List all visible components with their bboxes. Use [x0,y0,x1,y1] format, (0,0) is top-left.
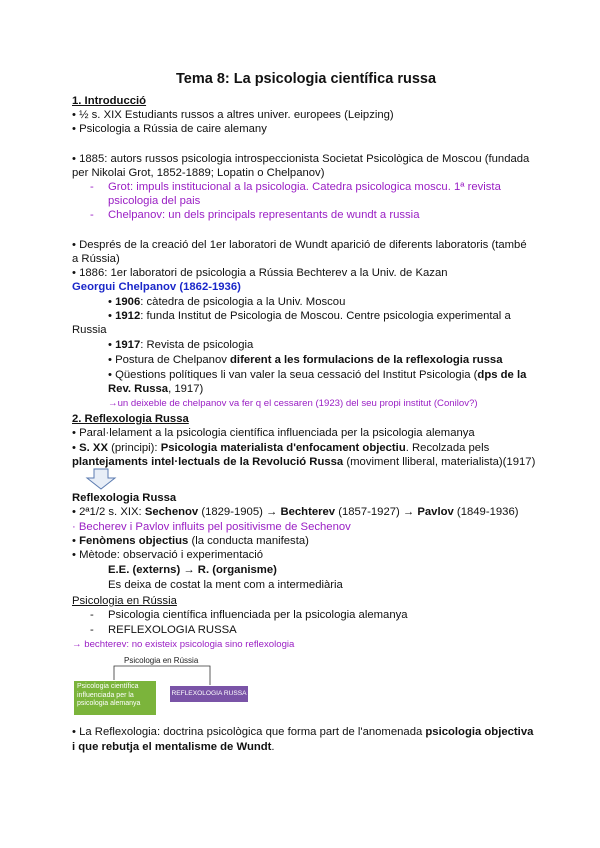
section-heading-introduccio: 1. Introducció [72,95,147,107]
item-text: • Qüestions polítiques li van valer la seua cessació del Institut Psicologia ( [108,369,478,381]
subheading-chelpanov: Georgui Chelpanov (1862-1936) [72,281,241,293]
item-text: . [271,741,275,753]
bullet: • [72,535,80,547]
text-line-er [108,563,277,577]
emphasis: plantejaments intel·lectuals de la Revolució Russa [72,456,344,468]
page-title: Tema 8: La psicologia científica russa [176,71,437,87]
section-heading-reflexologia: 2. Reflexologia Russa [72,413,189,425]
subheading-reflexologia-russa: Reflexologia Russa [72,492,177,504]
name-pavlov: Pavlov [417,506,454,518]
emphasis: diferent a les formulacions de la reflexologia russa [230,354,503,366]
emphasis: Fenòmens objectius [79,535,189,547]
text-line [72,725,533,739]
list-item-grot-cont: psicologia del pais [108,195,201,207]
subheading-psicologia-russia: Psicologia en Rússia [72,595,177,607]
name-bechterev: Bechterev [280,506,336,518]
emphasis: S. XX [79,442,108,454]
item-text: : càtedra de psicologia a la Univ. Moscou [140,296,346,308]
item-text: (moviment lliberal, materialista)(1917) [343,456,536,468]
list-item: • 1906: càtedra de psicologia a la Univ. Moscou [108,296,346,308]
bullet: • [72,442,80,454]
text-line [72,455,535,469]
item-text: , 1917) [168,383,204,395]
arrow: → [180,564,198,576]
down-arrow-icon [84,468,118,490]
list-item-cont [108,382,203,396]
emphasis: Psicologia materialista d'enfocament objectiu [160,442,406,454]
text-line [72,441,489,455]
text-line: • 1886: 1er laboratori de psicologia a Rússia Bechterev a la Univ. de Kazan [72,267,448,279]
item-text: • La Reflexologia: doctrina psicològica que forma part de l'anomenada [72,726,426,738]
text-line: • 1885: autors russos psicologia introspeccionista Societat Psicològica de Moscou (fundada [72,153,530,165]
list-item: • 1917: Revista de psicologia [108,339,254,351]
list-item: Psicologia científica influenciada per la psicologia alemanya [108,609,408,621]
emphasis: E.E. (externs) [108,564,181,576]
dates: (1849-1936) [453,506,519,518]
dash-bullet: - [90,181,94,193]
emphasis: i que rebutja el mentalisme de Wundt [72,741,272,753]
emphasis: psicologia objectiva [425,726,534,738]
text-line: a Rússia) [72,253,120,265]
dash-bullet: - [90,624,94,636]
note-positivisme: · Becherev i Pavlov influits pel positivisme de Sechenov [72,521,351,533]
year: 1917 [115,339,141,351]
name-sechenov: Sechenov [144,506,199,518]
dates: (1857-1927) → [335,506,418,518]
diagram-box-reflexologia: REFLEXOLOGIA RUSSA [170,686,248,702]
list-item-chelpanov: Chelpanov: un dels principals representants de wundt a russia [108,209,420,221]
emphasis: Rev. Russa [108,383,169,395]
note-bechterev: → bechterev: no existeix psicologia sino reflexologia [72,639,295,650]
item-text: (la conducta manifesta) [188,535,309,547]
item-text: (principi): [107,442,161,454]
emphasis: dps de la [477,369,527,381]
item-text: . Recolzada pels [405,442,490,454]
emphasis: R. (organisme) [197,564,277,576]
dash-bullet: - [90,609,94,621]
item-text: : Revista de psicologia [140,339,254,351]
list-item: • 1912: funda Institut de Psicologia de Moscou. Centre psicologia experimental a [108,310,511,322]
list-item: REFLEXOLOGIA RUSSA [108,624,237,636]
text-line: • Després de la creació del 1er laboratori de Wundt aparició de diferents laboratoris (també [72,239,527,251]
text-line: • ½ s. XIX Estudiants russos a altres univer. europees (Leipzing) [72,109,394,121]
text-line: Es deixa de costat la ment com a intermediària [108,579,343,591]
item-text: : funda Institut de Psicologia de Moscou. Centre psicologia experimental a [140,310,511,322]
note-conilov: →un deixeble de chelpanov va fer q el cessaren (1923) del seu propi institut (Conilov?) [108,398,478,409]
year: 1912 [115,310,141,322]
item-text: • 2ª1/2 s. XIX: [72,506,145,518]
text-line: • Psicologia a Rússia de caire alemany [72,123,267,135]
list-item-grot: Grot: impuls institucional a la psicologia. Catedra psicologica moscu. 1ª revista [108,181,501,193]
text-line [72,534,309,548]
text-line: • Mètode: observació i experimentació [72,549,264,561]
text-line [72,740,275,754]
diagram-box-psicologia: Psicologia científica influenciada per la psicologia alemanya [74,681,156,715]
text-line: Russia [72,324,107,336]
item-text: • Postura de Chelpanov [108,354,231,366]
text-line: • Paral·lelament a la psicologia científica influenciada per la psicologia alemanya [72,427,475,439]
dash-bullet: - [90,209,94,221]
list-item [108,368,526,382]
text-line: per Nikolai Grot, 1852-1889; Lopatin o Chelpanov) [72,167,325,179]
dates: (1829-1905) → [198,506,281,518]
year: 1906 [115,296,141,308]
text-line-chronology [72,505,518,519]
diagram-title: Psicologia en Rússia [124,656,199,665]
list-item [108,353,503,367]
